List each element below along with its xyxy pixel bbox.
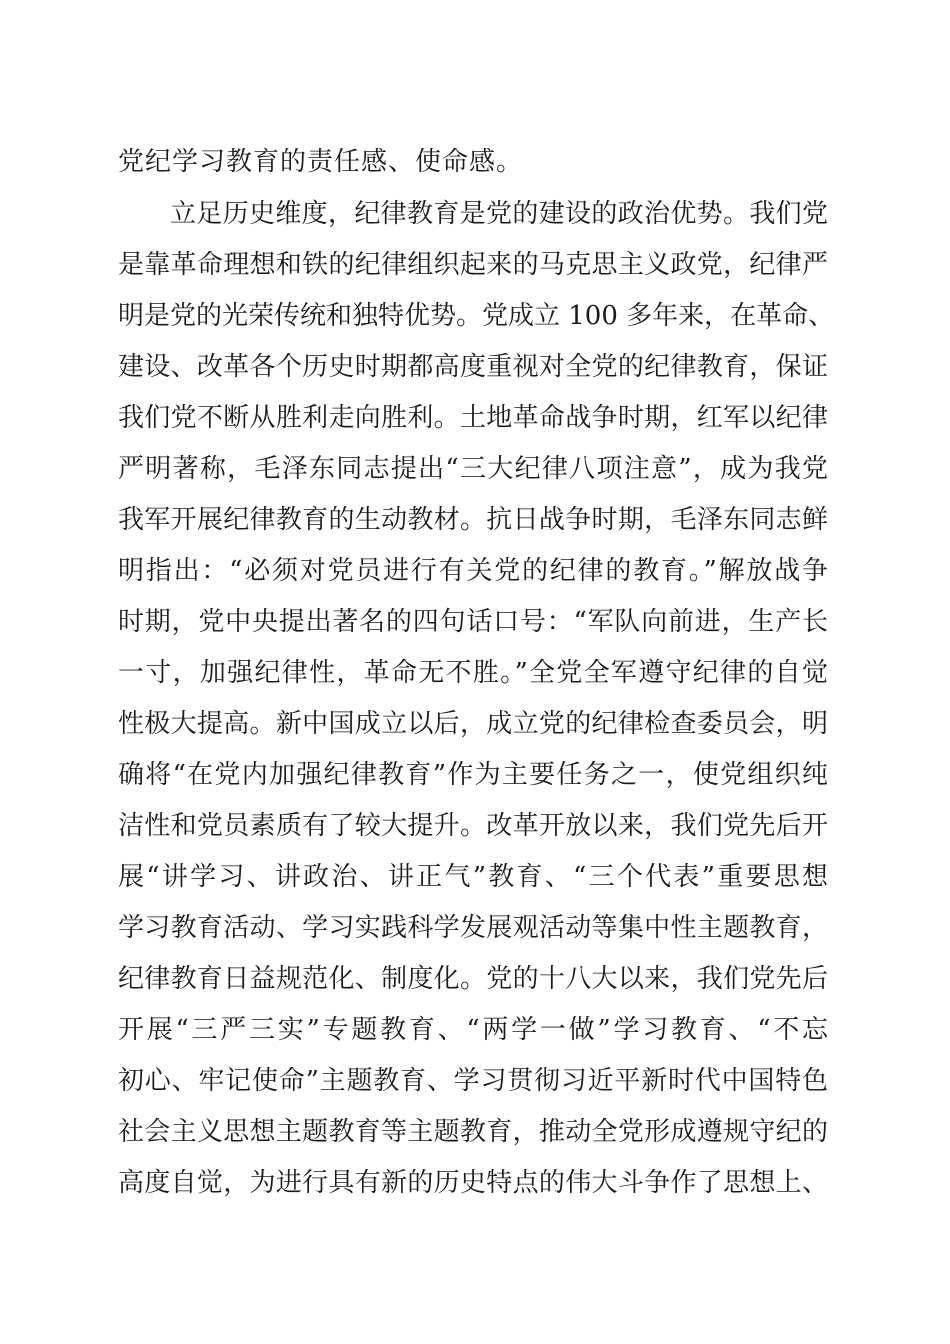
text-line: 我们党不断从胜利走向胜利。土地革命战争时期，红军以纪律: [118, 403, 828, 433]
text-line: 性极大提高。新中国成立以后，成立党的纪律检查委员会，明: [118, 709, 828, 739]
text-line: 社会主义思想主题教育等主题教育，推动全党形成遵规守纪的: [118, 1117, 828, 1147]
text-line: 是靠革命理想和铁的纪律组织起来的马克思主义政党，纪律严: [118, 250, 828, 280]
text-line: 纪律教育日益规范化、制度化。党的十八大以来，我们党先后: [118, 964, 828, 994]
text-line: 展“讲学习、讲政治、讲正气”教育、“三个代表”重要思想: [118, 862, 828, 892]
text-line: 初心、牢记使命”主题教育、学习贯彻习近平新时代中国特色: [118, 1066, 828, 1096]
text-line: 严明著称，毛泽东同志提出“三大纪律八项注意”，成为我党: [118, 454, 828, 484]
text-line: 党纪学习教育的责任感、使命感。: [118, 147, 524, 177]
text-line: 高度自觉，为进行具有新的历史特点的伟大斗争作了思想上、: [118, 1168, 828, 1198]
text-line: 开展“三严三实”专题教育、“两学一做”学习教育、“不忘: [118, 1015, 828, 1045]
text-line: 明是党的光荣传统和独特优势。党成立 100 多年来，在革命、: [118, 301, 835, 331]
text-line: 确将“在党内加强纪律教育”作为主要任务之一，使党组织纯: [118, 760, 828, 790]
text-line: 我军开展纪律教育的生动教材。抗日战争时期，毛泽东同志鲜: [118, 505, 828, 535]
text-line: 洁性和党员素质有了较大提升。改革开放以来，我们党先后开: [118, 811, 828, 841]
text-line: 时期，党中央提出著名的四句话口号：“军队向前进，生产长: [118, 607, 828, 637]
text-line: 建设、改革各个历史时期都高度重视对全党的纪律教育，保证: [118, 352, 828, 382]
paragraph-first-line: 立足历史维度，纪律教育是党的建设的政治优势。我们党: [170, 199, 828, 229]
text-line: 学习教育活动、学习实践科学发展观活动等集中性主题教育，: [118, 913, 828, 943]
text-line: 明指出：“必须对党员进行有关党的纪律的教育。”解放战争: [118, 556, 828, 586]
text-line: 一寸，加强纪律性，革命无不胜。”全党全军遵守纪律的自觉: [118, 658, 828, 688]
